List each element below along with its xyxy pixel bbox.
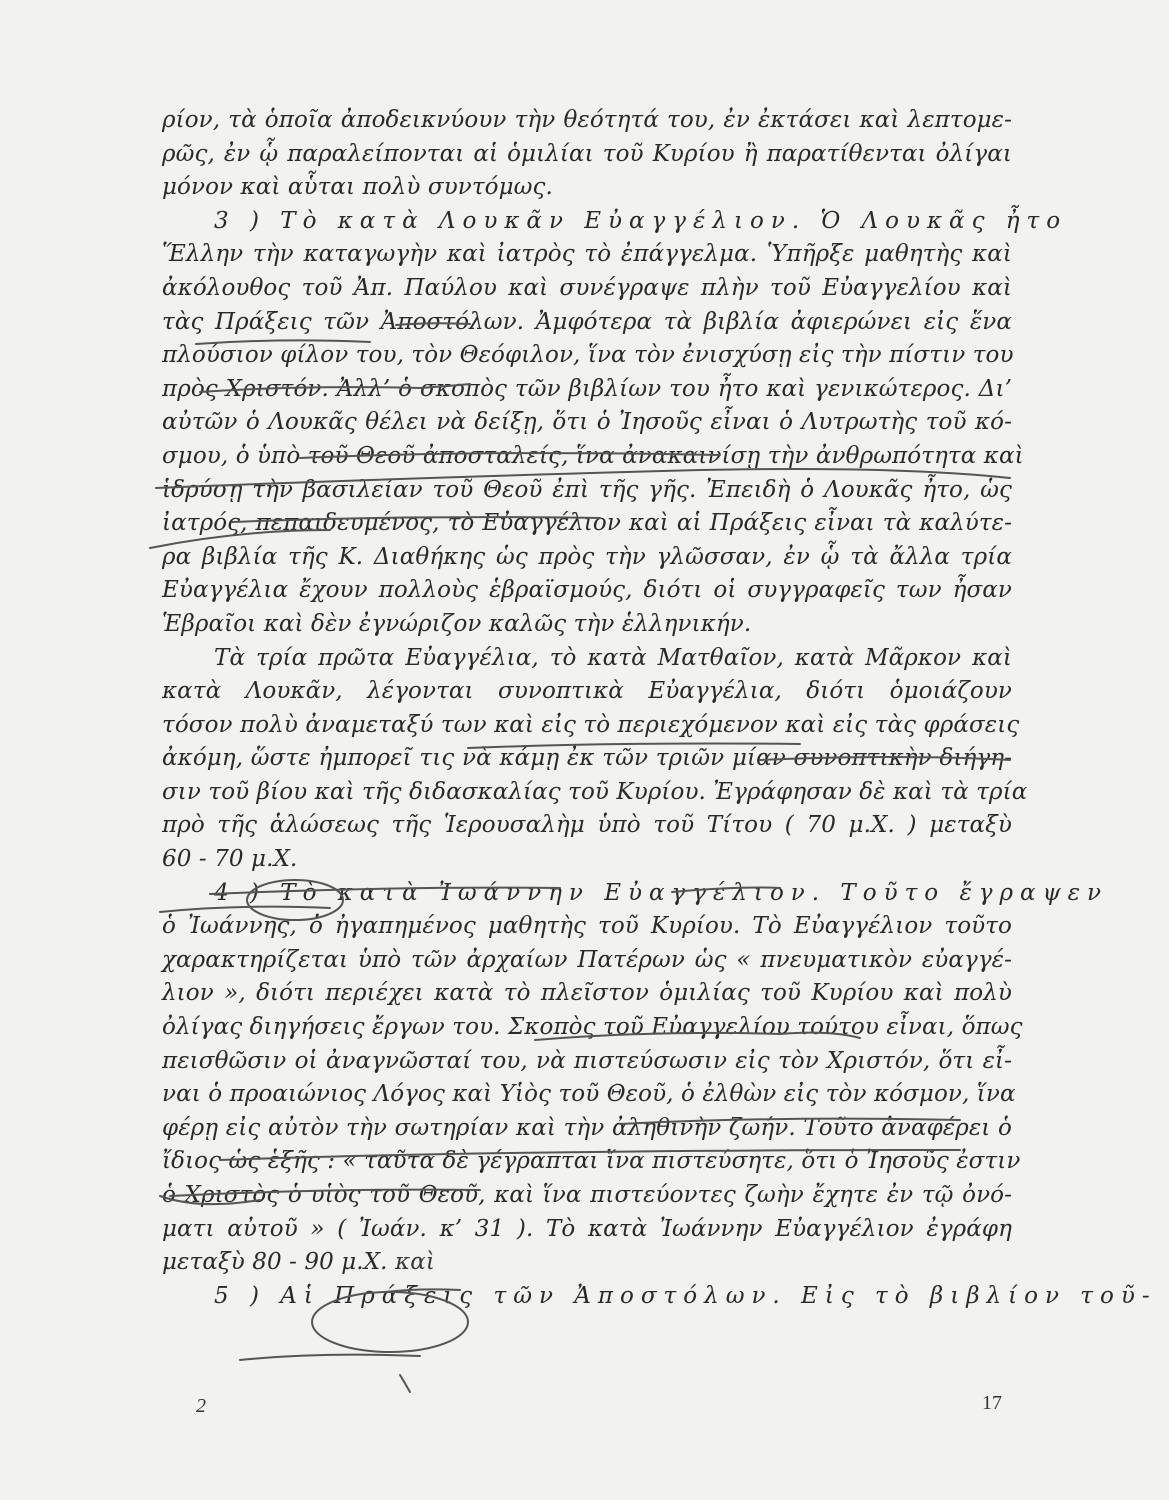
text-line-34: ματι αὐτοῦ » ( Ἰωάν. κ’ 31 ). Τὸ κατὰ Ἰωάννην Εὐαγγέλιον ἐγράφη [162, 1215, 1012, 1242]
text-line-28: ὀλίγας διηγήσεις ἔργων του. Σκοπὸς τοῦ Εὐαγγελίου τούτου εἶναι, ὅπως [162, 1014, 1023, 1041]
text-line-19: τόσον πολὺ ἀναμεταξύ των καὶ εἰς τὸ περιεχόμενον καὶ εἰς τὰς φράσεις [162, 711, 1020, 738]
text-line-7: τὰς Πράξεις τῶν Ἀποστόλων. Ἀμφότερα τὰ βιβλία ἀφιερώνει εἰς ἕνα [162, 308, 1012, 335]
text-line-21: σιν τοῦ βίου καὶ τῆς διδασκαλίας τοῦ Κυρίου. Ἐγράφησαν δὲ καὶ τὰ τρία [162, 778, 1028, 805]
text-line-8: πλούσιον φίλον του, τὸν Θεόφιλον, ἵνα τὸν ἐνισχύσῃ εἰς τὴν πίστιν του [162, 342, 1014, 369]
body-text [162, 104, 1157, 1313]
folio-left: 2 [196, 1395, 206, 1417]
text-line-12: ἱδρύσῃ τὴν βασιλείαν τοῦ Θεοῦ ἐπὶ τῆς γῆς. Ἐπειδὴ ὁ Λουκᾶς ἦτο, ὡς [162, 476, 1012, 503]
text-line-15: Εὐαγγέλια ἔχουν πολλοὺς ἑβραϊσμούς, διότι οἱ συγγραφεῖς των ἦσαν [162, 577, 1012, 604]
text-line-25: ὁ Ἰωάννης, ὁ ἠγαπημένος μαθητὴς τοῦ Κυρίου. Τὸ Εὐαγγέλιον τοῦτο [162, 913, 1012, 940]
text-line-2: ρῶς, ἐν ᾧ παραλείπονται αἱ ὁμιλίαι τοῦ Κυρίου ἢ παρατίθενται ὀλίγαι [162, 140, 1012, 167]
text-line-1: ρίον, τὰ ὁποῖα ἀποδεικνύουν τὴν θεότητά του, ἐν ἐκτάσει καὶ λεπτομε- [162, 107, 1012, 133]
section-heading-5: 5 ) Αἱ Πράξεις τῶν Ἀποστόλων. Εἰς τὸ βιβλίον τοῦ- [214, 1282, 1157, 1309]
text-line-29: πεισθῶσιν οἱ ἀναγνῶσταί του, νὰ πιστεύσωσιν εἰς τὸν Χριστόν, ὅτι εἶ- [162, 1047, 1012, 1074]
text-line-9: πρὸς Χριστόν. Ἀλλ’ ὁ σκοπὸς τῶν βιβλίων του ἦτο καὶ γενικώτερος. Δι’ [162, 375, 1012, 402]
text-line-11: σμου, ὁ ὑπὸ τοῦ Θεοῦ ἀποσταλείς, ἵνα ἀνακαινίσῃ τὴν ἀνθρωπότητα καὶ [162, 442, 1024, 469]
text-line-35 [162, 1246, 1012, 1280]
text-line-10: αὐτῶν ὁ Λουκᾶς θέλει νὰ δείξῃ, ὅτι ὁ Ἰησοῦς εἶναι ὁ Λυτρωτὴς τοῦ κό- [162, 409, 1012, 436]
text-line-6: ἀκόλουθος τοῦ Ἀπ. Παύλου καὶ συνέγραψε πλὴν τοῦ Εὐαγγελίου καὶ [162, 274, 1012, 301]
text-line-35-print: μεταξὺ 80 - 90 μ.Χ. [162, 1249, 388, 1276]
page-number: 17 [982, 1392, 1002, 1414]
text-line-31: φέρῃ εἰς αὐτὸν τὴν σωτηρίαν καὶ τὴν ἀληθινὴν ζωήν. Τοῦτο ἀναφέρει ὁ [162, 1114, 1012, 1141]
text-line-3: μόνον καὶ αὗται πολὺ συντόμως. [162, 174, 553, 201]
text-line-13: ἰατρός, πεπαιδευμένος, τὸ Εὐαγγέλιον καὶ αἱ Πράξεις εἶναι τὰ καλύτε- [162, 510, 1012, 537]
text-line-33: ὁ Χριστὸς ὁ υἱὸς τοῦ Θεοῦ, καὶ ἵνα πιστεύοντες ζωὴν ἔχητε ἐν τῷ ὀνό- [162, 1182, 1012, 1208]
text-line-20: ἀκόμη, ὥστε ἠμπορεῖ τις νὰ κάμῃ ἐκ τῶν τριῶν μίαν συνοπτικὴν διήγη- [162, 745, 1012, 772]
text-line-17: Τὰ τρία πρῶτα Εὐαγγέλια, τὸ κατὰ Ματθαῖον, κατὰ Μᾶρκον καὶ [214, 644, 1012, 671]
section-heading-3: 3 ) Τὸ κατὰ Λουκᾶν Εὐαγγέλιον. Ὁ Λουκᾶς ἦτο [214, 207, 1068, 234]
text-line-23: 60 - 70 μ.Χ. [162, 846, 298, 873]
text-line-26: χαρακτηρίζεται ὑπὸ τῶν ἀρχαίων Πατέρων ὡς « πνευματικὸν εὐαγγέ- [162, 946, 1012, 973]
section-heading-4: 4 ) Τὸ κατὰ Ἰωάννην Εὐαγγέλιον. Τοῦτο ἔγραψεν [214, 879, 1108, 906]
text-line-16: Ἑβραῖοι καὶ δὲν ἐγνώριζον καλῶς τὴν ἑλληνικήν. [162, 610, 752, 637]
text-line-27: λιον », διότι περιέχει κατὰ τὸ πλεῖστον ὁμιλίας τοῦ Κυρίου καὶ πολὺ [162, 980, 1012, 1007]
text-line-14: ρα βιβλία τῆς Κ. Διαθήκης ὡς πρὸς τὴν γλῶσσαν, ἐν ᾧ τὰ ἄλλα τρία [162, 543, 1012, 570]
underline-praxeis-heading [240, 1355, 420, 1360]
pen-tick [400, 1375, 410, 1392]
text-line-30: ναι ὁ προαιώνιος Λόγος καὶ Υἱὸς τοῦ Θεοῦ, ὁ ἐλθὼν εἰς τὸν κόσμον, ἵνα [162, 1081, 1016, 1108]
text-line-18: κατὰ Λουκᾶν, λέγονται συνοπτικὰ Εὐαγγέλια, διότι ὁμοιάζουν [162, 678, 1012, 705]
text-line-32: ἴδιος ὡς ἑξῆς : « ταῦτα δὲ γέγραπται ἵνα πιστεύσητε, ὅτι ὁ Ἰησοῦς ἐστιν [162, 1148, 1021, 1175]
handwritten-note: καὶ [395, 1249, 435, 1276]
text-line-22: πρὸ τῆς ἁλώσεως τῆς Ἱερουσαλὴμ ὑπὸ τοῦ Τίτου ( 70 μ.Χ. ) μεταξὺ [162, 812, 1012, 839]
text-line-5: Ἕλλην τὴν καταγωγὴν καὶ ἰατρὸς τὸ ἐπάγγελμα. Ὑπῆρξε μαθητὴς καὶ [162, 241, 1012, 268]
